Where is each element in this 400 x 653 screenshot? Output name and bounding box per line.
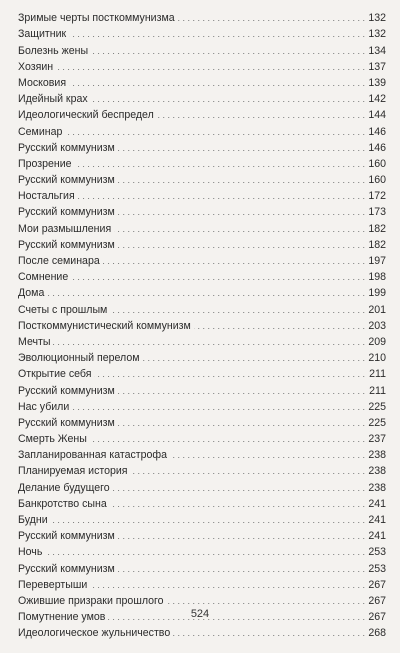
toc-entry xyxy=(18,235,386,251)
toc-entry xyxy=(18,429,386,445)
toc-entry-page: 146 xyxy=(368,125,386,138)
toc-entry-page: 211 xyxy=(369,384,386,397)
toc-entry-page: 267 xyxy=(368,611,386,624)
toc-entry-page: 225 xyxy=(368,416,386,429)
toc-dot-leader xyxy=(91,45,365,57)
toc-dot-leader xyxy=(118,385,365,397)
toc-dot-leader xyxy=(178,12,365,24)
toc-entry xyxy=(18,461,386,477)
toc-entry-page: 173 xyxy=(368,206,386,219)
toc-dot-leader xyxy=(78,190,365,202)
toc-entry-page: 139 xyxy=(368,76,386,89)
toc-dot-leader xyxy=(65,126,365,138)
toc-entry xyxy=(18,591,386,607)
toc-dot-leader xyxy=(72,401,365,413)
toc-dot-leader xyxy=(157,109,365,121)
toc-dot-leader xyxy=(53,336,365,348)
toc-entry-title: Посткоммунистический коммунизм xyxy=(18,319,191,332)
toc-entry xyxy=(18,348,386,364)
toc-dot-leader xyxy=(69,77,365,89)
toc-entry xyxy=(18,73,386,89)
toc-dot-leader xyxy=(167,595,365,607)
toc-entry-title: Русский коммунизм xyxy=(18,174,115,187)
toc-entry xyxy=(18,542,386,558)
toc-entry-page: 241 xyxy=(368,530,386,543)
toc-entry-page: 238 xyxy=(368,465,386,478)
toc-entry xyxy=(18,105,386,121)
toc-entry-page: 225 xyxy=(368,400,386,413)
toc-entry-title: Открытие себя xyxy=(18,368,92,381)
toc-entry-title: Хозяин xyxy=(18,60,54,73)
toc-dot-leader xyxy=(71,271,365,283)
toc-entry-title: Помутнение умов xyxy=(18,611,106,624)
toc-entry xyxy=(18,558,386,574)
toc-dot-leader xyxy=(110,498,365,510)
toc-dot-leader xyxy=(90,433,365,445)
toc-dot-leader xyxy=(194,320,365,332)
toc-dot-leader xyxy=(173,627,365,639)
toc-dot-leader xyxy=(94,368,365,380)
toc-entry-title: Эволюционный перелом xyxy=(18,352,140,365)
toc-entry xyxy=(18,575,386,591)
toc-entry-title: После семинара xyxy=(18,255,100,267)
toc-entry-page: 137 xyxy=(368,60,386,73)
toc-entry-title: Мои размышления xyxy=(18,222,112,235)
toc-dot-leader xyxy=(91,93,365,105)
toc-entry xyxy=(18,202,386,218)
toc-entry-title: Русский коммунизм xyxy=(18,206,115,219)
toc-entry xyxy=(18,445,386,461)
toc-entry-page: 172 xyxy=(368,190,386,203)
toc-entry-title: Русский коммунизм xyxy=(18,384,115,397)
toc-entry-title: Ностальгия xyxy=(18,190,75,203)
toc-entry xyxy=(18,364,386,380)
toc-entry-page: 198 xyxy=(368,271,386,284)
toc-entry-title: Ночь xyxy=(18,546,43,559)
toc-entry-page: 241 xyxy=(368,497,386,510)
toc-entry-title: Счеты с прошлым xyxy=(18,303,108,316)
toc-entry-page: 211 xyxy=(369,368,386,381)
toc-entry xyxy=(18,138,386,154)
toc-entry-page: 199 xyxy=(368,287,386,300)
toc-dot-leader xyxy=(75,158,365,170)
toc-entry xyxy=(18,251,386,267)
toc-entry-title: Защитник xyxy=(18,28,67,41)
toc-dot-leader xyxy=(118,417,365,429)
toc-entry xyxy=(18,24,386,40)
toc-entry-page: 182 xyxy=(368,222,386,235)
toc-entry-page: 210 xyxy=(368,352,386,365)
toc-entry-page: 238 xyxy=(368,449,386,462)
toc-dot-leader xyxy=(118,206,365,218)
toc-entry xyxy=(18,57,386,73)
toc-entry-page: 241 xyxy=(368,514,386,526)
toc-dot-leader xyxy=(47,287,365,299)
toc-entry-page: 197 xyxy=(368,255,386,267)
toc-dot-leader xyxy=(118,563,365,575)
toc-entry xyxy=(18,154,386,170)
toc-entry xyxy=(18,40,386,56)
toc-entry-page: 146 xyxy=(368,141,386,154)
toc-entry-title: Семинар xyxy=(18,125,63,138)
toc-entry-page: 253 xyxy=(368,562,386,575)
toc-entry xyxy=(18,623,386,639)
toc-entry xyxy=(18,526,386,542)
toc-entry-page: 132 xyxy=(368,28,386,41)
toc-entry-page: 182 xyxy=(368,238,386,251)
toc-entry-title: Сомнение xyxy=(18,271,69,284)
toc-entry-page: 142 xyxy=(368,93,386,106)
toc-dot-leader xyxy=(113,482,365,494)
toc-entry-page: 132 xyxy=(368,12,386,25)
toc-entry-title: Смерть Жены xyxy=(18,433,87,446)
toc-dot-leader xyxy=(131,465,365,477)
toc-entry-page: 209 xyxy=(368,335,386,348)
toc-entry xyxy=(18,170,386,186)
toc-entry-title: Русский коммунизм xyxy=(18,141,115,154)
toc-entry-title: Мечты xyxy=(18,335,51,348)
toc-entry-page: 253 xyxy=(368,546,386,559)
toc-dot-leader xyxy=(45,546,365,558)
toc-dot-leader xyxy=(118,174,365,186)
toc-dot-leader xyxy=(51,514,365,526)
toc-entry xyxy=(18,332,386,348)
toc-entry-title: Нас убили xyxy=(18,400,70,413)
toc-entry-title: Московия xyxy=(18,76,67,89)
toc-dot-leader xyxy=(69,28,365,40)
toc-entry-title: Русский коммунизм xyxy=(18,238,115,251)
toc-entry xyxy=(18,121,386,137)
toc-entry-title: Запланированная катастрофа xyxy=(18,449,168,462)
toc-entry-page: 134 xyxy=(368,44,386,57)
toc-entry-page: 160 xyxy=(368,157,386,170)
toc-dot-leader xyxy=(118,142,365,154)
toc-entry-page: 238 xyxy=(368,481,386,494)
toc-entry xyxy=(18,186,386,202)
toc-dot-leader xyxy=(103,255,365,267)
toc-entry-title: Зримые черты посткоммунизма xyxy=(18,12,175,25)
toc-entry-title: Идеологический беспредел xyxy=(18,109,154,122)
toc-entry-title: Ожившие призраки прошлого xyxy=(18,594,164,607)
toc-dot-leader xyxy=(56,61,365,73)
toc-entry xyxy=(18,397,386,413)
toc-entry-page: 267 xyxy=(368,578,386,591)
toc-dot-leader xyxy=(114,223,365,235)
toc-entry xyxy=(18,380,386,396)
toc-dot-leader xyxy=(90,579,365,591)
toc-entry xyxy=(18,316,386,332)
toc-dot-leader xyxy=(118,239,365,251)
toc-dot-leader xyxy=(170,449,365,461)
toc-entry-title: Идеологическое жульничество xyxy=(18,627,171,640)
page-number: 524 xyxy=(190,608,210,620)
toc-entry xyxy=(18,510,386,526)
toc-entry xyxy=(18,218,386,234)
toc-entry-page: 160 xyxy=(368,174,386,187)
toc-entry-title: Планируемая история xyxy=(18,465,128,478)
toc-entry-title: Прозрение xyxy=(18,157,72,170)
toc-entry-page: 267 xyxy=(368,594,386,607)
toc-entry-page: 237 xyxy=(368,433,386,446)
toc-entry-page: 268 xyxy=(368,627,386,640)
toc-entry-title: Русский коммунизм xyxy=(18,562,115,575)
toc-entry-title: Болезнь жены xyxy=(18,44,89,57)
toc-dot-leader xyxy=(143,352,366,364)
toc-entry xyxy=(18,283,386,299)
toc-dot-leader xyxy=(110,304,365,316)
toc-entry-page: 144 xyxy=(368,109,386,122)
toc-entry-title: Перевертыши xyxy=(18,578,88,591)
toc-entry xyxy=(18,299,386,315)
toc-entry-page: 201 xyxy=(368,303,386,316)
toc-dot-leader xyxy=(118,530,365,542)
toc-entry xyxy=(18,413,386,429)
toc-entry-title: Идейный крах xyxy=(18,93,88,106)
toc-entry-title: Банкротство сына xyxy=(18,497,107,510)
toc-entry xyxy=(18,494,386,510)
table-of-contents xyxy=(18,8,386,639)
toc-entry xyxy=(18,267,386,283)
toc-entry-page: 203 xyxy=(368,319,386,332)
toc-entry-title: Будни xyxy=(18,514,48,526)
toc-entry-title: Русский коммунизм xyxy=(18,530,115,543)
toc-entry xyxy=(18,477,386,493)
toc-entry xyxy=(18,89,386,105)
toc-entry-title: Дома xyxy=(18,287,45,300)
toc-entry xyxy=(18,8,386,24)
toc-entry-title: Делание будущего xyxy=(18,481,110,494)
toc-entry-title: Русский коммунизм xyxy=(18,416,115,429)
